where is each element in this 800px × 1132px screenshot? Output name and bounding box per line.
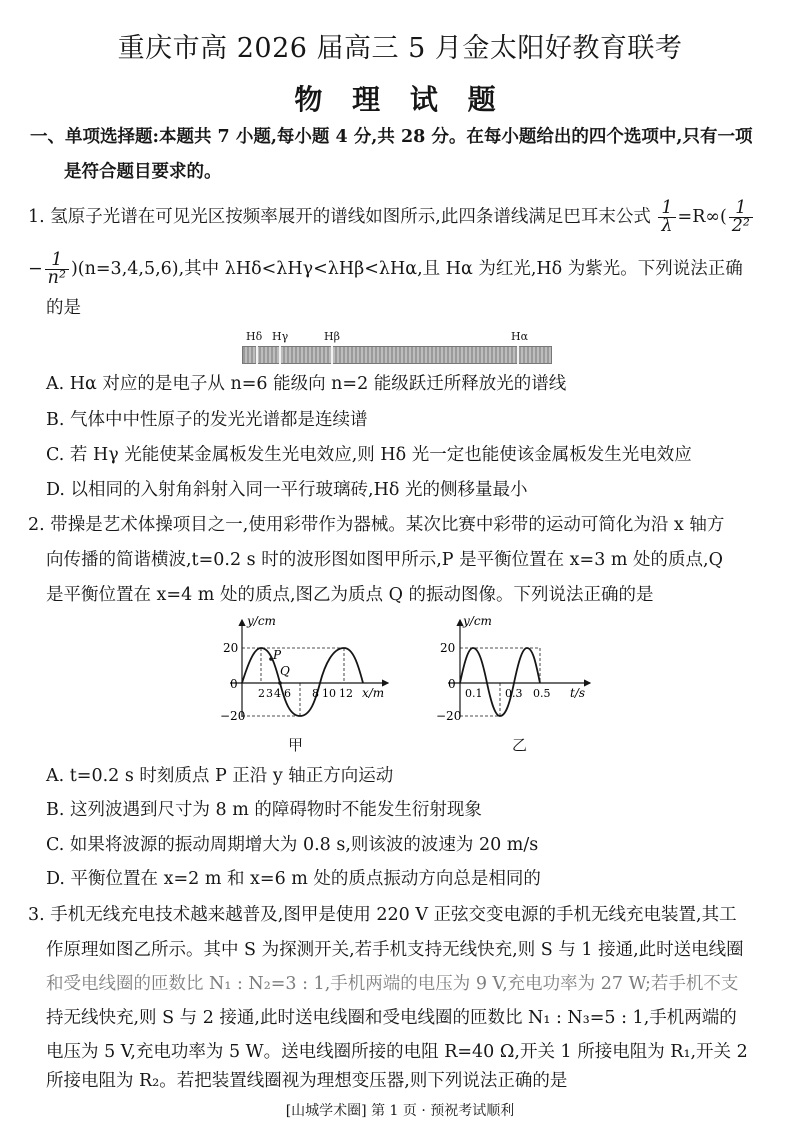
q1-stem-line-2: − $\frac{1}{\text{n²}}$ )(n=3,4,5,6),其中 λHδ<λHγ<λHβ<λHα,且 Hα 为红光,Hδ 为紫光。下列说法正确 bbox=[28, 250, 743, 288]
x-tick-3: 3 bbox=[266, 687, 273, 700]
y-tick-0: 0 bbox=[230, 677, 238, 691]
q2-option-b: B. 这列波遇到尺寸为 8 m 的障碍物时不能发生衍射现象 bbox=[46, 800, 482, 820]
y-tick-0: 0 bbox=[448, 677, 456, 691]
label-q: Q bbox=[280, 664, 290, 678]
q3-stem-line-1: 3. 手机无线充电技术越来越普及,图甲是使用 220 V 正弦交变电源的手机无线充电装置,其工 bbox=[28, 905, 737, 925]
vibration-graph-yi-svg bbox=[430, 612, 600, 732]
q1-option-b: B. 气体中中性原子的发光光谱都是连续谱 bbox=[46, 410, 368, 430]
section-line-1: 一、单项选择题:本题共 7 小题,每小题 4 分,共 28 分。在每小题给出的四个选项中,只有一项 bbox=[30, 127, 753, 147]
section-line-2: 是符合题目要求的。 bbox=[64, 162, 222, 182]
t-axis-label: t/s bbox=[570, 686, 586, 700]
q2-stem-line-3: 是平衡位置在 x=4 m 处的质点,图乙为质点 Q 的振动图像。下列说法正确的是 bbox=[46, 585, 654, 605]
spectrum-line-h-alpha bbox=[517, 346, 519, 364]
q2-option-d: D. 平衡位置在 x=2 m 和 x=6 m 处的质点振动方向总是相同的 bbox=[46, 869, 541, 889]
spectrum-label-h-gamma: Hγ bbox=[272, 330, 289, 343]
q1-option-c: C. 若 Hγ 光能使某金属板发生光电效应,则 Hδ 光一定也能使该金属板发生光电效应 bbox=[46, 445, 692, 465]
spectrum-label-h-alpha: Hα bbox=[511, 330, 529, 343]
x-tick-8: 8 bbox=[312, 687, 319, 700]
q3-stem-line-2: 作原理如图乙所示。其中 S 为探测开关,若手机支持无线快充,则 S 与 1 接通,此时送电线圈 bbox=[46, 940, 744, 960]
figure-caption-jia: 甲 bbox=[288, 736, 304, 754]
y-axis-label: y/cm bbox=[463, 614, 492, 628]
spectrum-label-h-delta: Hδ bbox=[246, 330, 263, 343]
subject-title: 物 理 试 题 bbox=[294, 83, 506, 116]
t-tick-0-3: 0.3 bbox=[505, 687, 523, 700]
spectrum-line-h-delta bbox=[256, 346, 258, 364]
q3-stem-line-5: 电压为 5 V,充电功率为 5 W。送电线圈所接的电阻 R=40 Ω,开关 1 所接电阻为 R₁,开关 2 bbox=[46, 1042, 748, 1062]
x-tick-12: 12 bbox=[339, 687, 353, 700]
y-tick-20: 20 bbox=[440, 641, 456, 655]
x-axis-label: x/m bbox=[362, 686, 385, 700]
q1-stem-line-1: 1. 氢原子光谱在可见光区按频率展开的谱线如图所示,此四条谱线满足巴耳末公式 $\frac{1}{\lambda}$ =R∞( $\frac{1}{\text{2²}}$ bbox=[28, 200, 780, 235]
y-tick-neg20: −20 bbox=[220, 709, 246, 723]
hydrogen-spectrum-strip bbox=[242, 346, 552, 364]
q2-stem-line-2: 向传播的简谐横波,t=0.2 s 时的波形图如图甲所示,P 是平衡位置在 x=3 m 处的质点,Q bbox=[46, 550, 723, 570]
exam-title: 重庆市高 2026 届高三 5 月金太阳好教育联考 bbox=[117, 33, 683, 64]
q1-stem-line-3: 的是 bbox=[46, 298, 81, 318]
q3-stem-line-6: 所接电阻为 R₂。若把装置线圈视为理想变压器,则下列说法正确的是 bbox=[46, 1071, 568, 1091]
x-tick-10: 10 bbox=[322, 687, 336, 700]
wave-graph-jia-svg bbox=[220, 612, 400, 732]
q1-option-a: A. Hα 对应的是电子从 n=6 能级向 n=2 能级跃迁所释放光的谱线 bbox=[46, 374, 567, 394]
vibration-graph-yi bbox=[430, 612, 600, 736]
formula-fraction-1: $\frac{1}{\lambda}$ bbox=[658, 200, 675, 235]
page-footer: [山城学术圈] 第 1 页 · 预祝考试顺利 bbox=[285, 1103, 515, 1119]
figure-caption-yi: 乙 bbox=[512, 736, 528, 754]
x-tick-4: 4 bbox=[274, 687, 281, 700]
q3-stem-line-3: 和受电线圈的匝数比 N₁ : N₂=3 : 1,手机两端的电压为 9 V,充电功率为 27 W;若手机不支 bbox=[46, 974, 739, 994]
spectrum-line-h-gamma bbox=[279, 346, 281, 364]
y-tick-neg20: −20 bbox=[436, 709, 462, 723]
wave-curve bbox=[242, 648, 363, 716]
t-tick-0-1: 0.1 bbox=[465, 687, 483, 700]
q2-stem-line-1: 2. 带操是艺术体操项目之一,使用彩带作为器械。某次比赛中彩带的运动可简化为沿 x 轴方 bbox=[28, 515, 725, 535]
spectrum-line-h-beta bbox=[331, 346, 333, 364]
x-tick-6: 6 bbox=[284, 687, 291, 700]
q1-option-d: D. 以相同的入射角斜射入同一平行玻璃砖,Hδ 光的侧移量最小 bbox=[46, 480, 528, 500]
q2-option-a: A. t=0.2 s 时刻质点 P 正沿 y 轴正方向运动 bbox=[46, 766, 394, 786]
y-axis-label: y/cm bbox=[247, 614, 276, 628]
q2-option-c: C. 如果将波源的振动周期增大为 0.8 s,则该波的波速为 20 m/s bbox=[46, 835, 539, 855]
y-tick-20: 20 bbox=[223, 641, 239, 655]
spectrum-label-h-beta: Hβ bbox=[324, 330, 340, 343]
x-tick-2: 2 bbox=[258, 687, 265, 700]
label-p: P bbox=[273, 648, 282, 662]
wave-graph-jia bbox=[220, 612, 400, 736]
point-q-dot bbox=[278, 681, 282, 685]
formula-fraction-2: $\frac{1}{\text{2²}}$ bbox=[729, 200, 753, 235]
t-tick-0-5: 0.5 bbox=[533, 687, 551, 700]
q3-stem-line-4: 持无线快充,则 S 与 2 接通,此时送电线圈和受电线圈的匝数比 N₁ : N₃=5 : 1,手机两端的 bbox=[46, 1008, 737, 1028]
section-instructions bbox=[30, 120, 780, 190]
formula-fraction-3: $\frac{1}{\text{n²}}$ bbox=[45, 252, 69, 287]
